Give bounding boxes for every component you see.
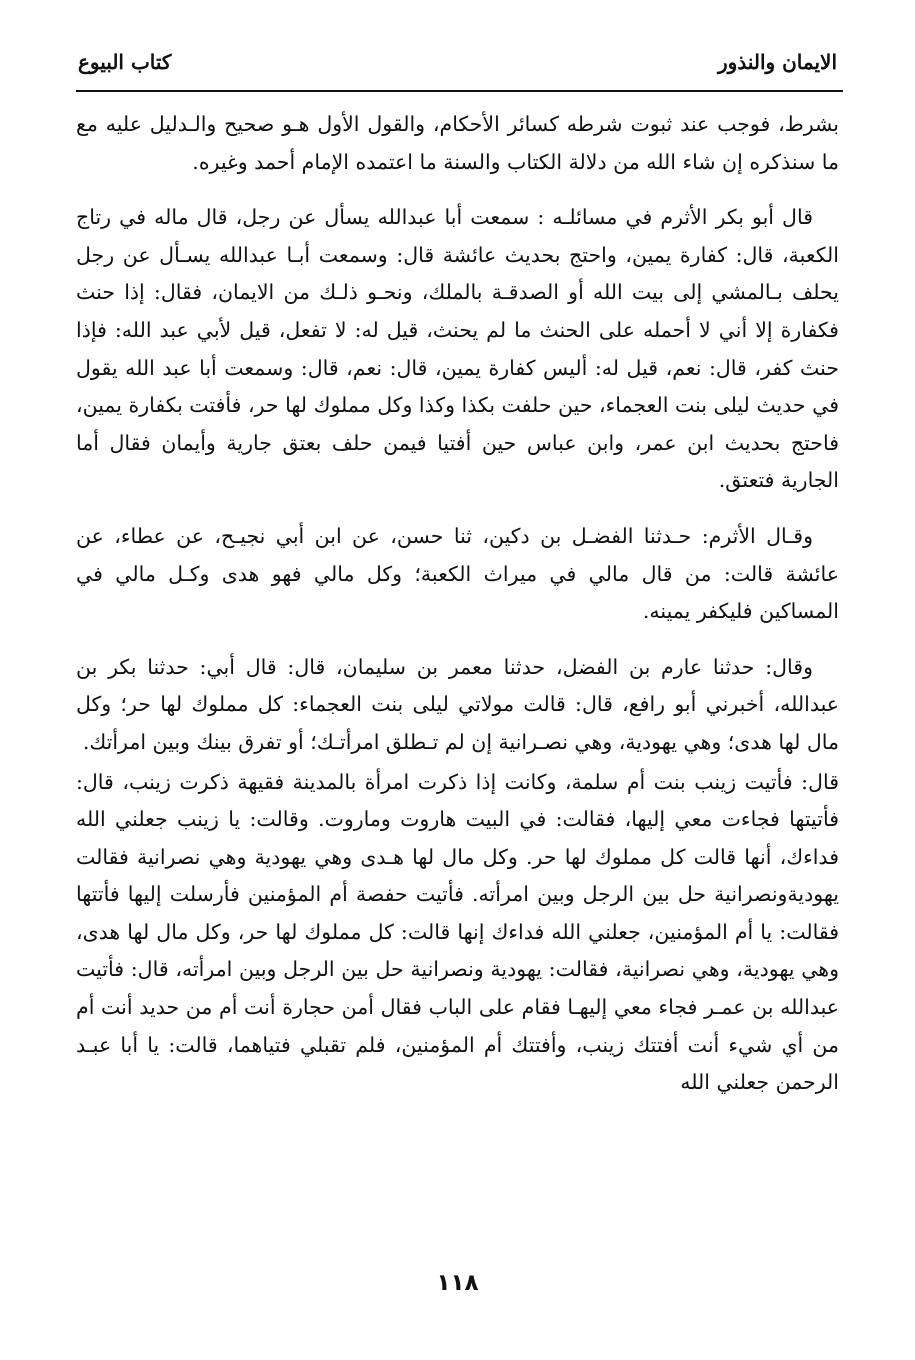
paragraph-5: قال: فأتيت زينب بنت أم سلمة، وكانت إذا ذكرت امرأة بالمدينة فقيهة ذكرت زينب، قال: فأتيتها فجاءت معي إليها، فقالت: في البيت هاروت وماروت. وقالت: يا زينب جعلني الله فداءك، أنها قالت كل مملوك لها حر. وكل مال لها هـدى وهي يهودية وهي نصرانية فقالت يهوديةونصرانية حل بين الرجل وبين امرأته. فأتيت حفصة أم المؤمنين فأرسلت إليها فأتتها فقالت: يا أم المؤمنين، جعلني الله فداءك إنها قالت: كل مملوك لها حر، وكل مال لها هدى، وهي يهودية، وهي نصرانية، فقالت: يهودية ونصرانية حل بين الرجل وبين امرأته، قال: فأتيت عبدالله بن عمـر فجاء معي إليهـا فقام على الباب فقال أمن حجارة أنت أم من حديد أنت أم من أي شيء أنت أفتتك زينب، وأفتتك أم المؤمنين، فلم تقبلي فتياهما، قالت: يا أبا عبـد الرحمن جعلني الله [76,769,839,1095]
page-number: ١١٨ [436,1270,479,1296]
book-title: كتاب البيوع [78,50,172,74]
paragraph-3: وقـال الأثرم: حـدثنا الفضـل بن دكين، ثنا حسن، عن ابن أبي نجيـح، عن عطاء، عن عائشة قالت: من قال مالي في ميراث الكعبة؛ وكل مالي فهو هدى وكـل مالي في المساكين فليكفر يمينه. [76,523,839,624]
paragraph-4: وقال: حدثنا عارم بن الفضل، حدثنا معمر بن سليمان، قال: قال أبي: حدثنا بكر بن عبدالله، أخبرني أبو رافع، قال: قالت مولاتي ليلى بنت العجماء: كل مملوك لها حر؛ وكل مال لها هدى؛ وهي يهودية، وهي نصـرانية إن لم تـطلق امرأتـك؛ أو تفرق بينك وبين امرأتك. [76,654,839,754]
paragraph-1: بشرط، فوجب عند ثبوت شرطه كسائر الأحكام، والقول الأول هـو صحيح والـدليل عليه مع ما سنذكره إن شاء الله من دلالة الكتاب والسنة ما اعتمده الإمام أحمد وغيره. [76,112,839,174]
chapter-title: الايمان والنذور [718,50,837,74]
paragraph-2: قال أبو بكر الأثرم في مسائلـه : سمعت أبا عبدالله يسأل عن رجل، قال ماله في رتاج الكعبة، قال: كفارة يمين، واحتج بحديث عائشة قال: وسمعت أبـا عبدالله يسـأل عن رجل يحلف بـالمشي إلى بيت الله أو الصدقـة بالملك، ونحـو ذلـك من الايمان، فقال: إذا حنث فكفارة إلا أني لا أحمله على الحنث ما لم يحنث، قيل له: لا تفعل، قيل لأبي عبد الله: فإذا حنث كفر، قال: نعم، قيل له: ألیس كفارة يمين، قال: نعم، قال: وسمعت أبا عبد الله يقول في حديث ليلى بنت العجماء، حين حلفت بكذا وكذا وكل مملوك لها حر، فأفتت بكفارة يمين، فاحتج بحديث ابن عمر، وابن عباس حين أفتيا فيمن حلف بعتق جارية وأيمان فقال أما الجارية فتعتق. [76,205,839,493]
body-text [76,106,839,1102]
header-divider [76,90,843,92]
running-header [78,40,837,74]
